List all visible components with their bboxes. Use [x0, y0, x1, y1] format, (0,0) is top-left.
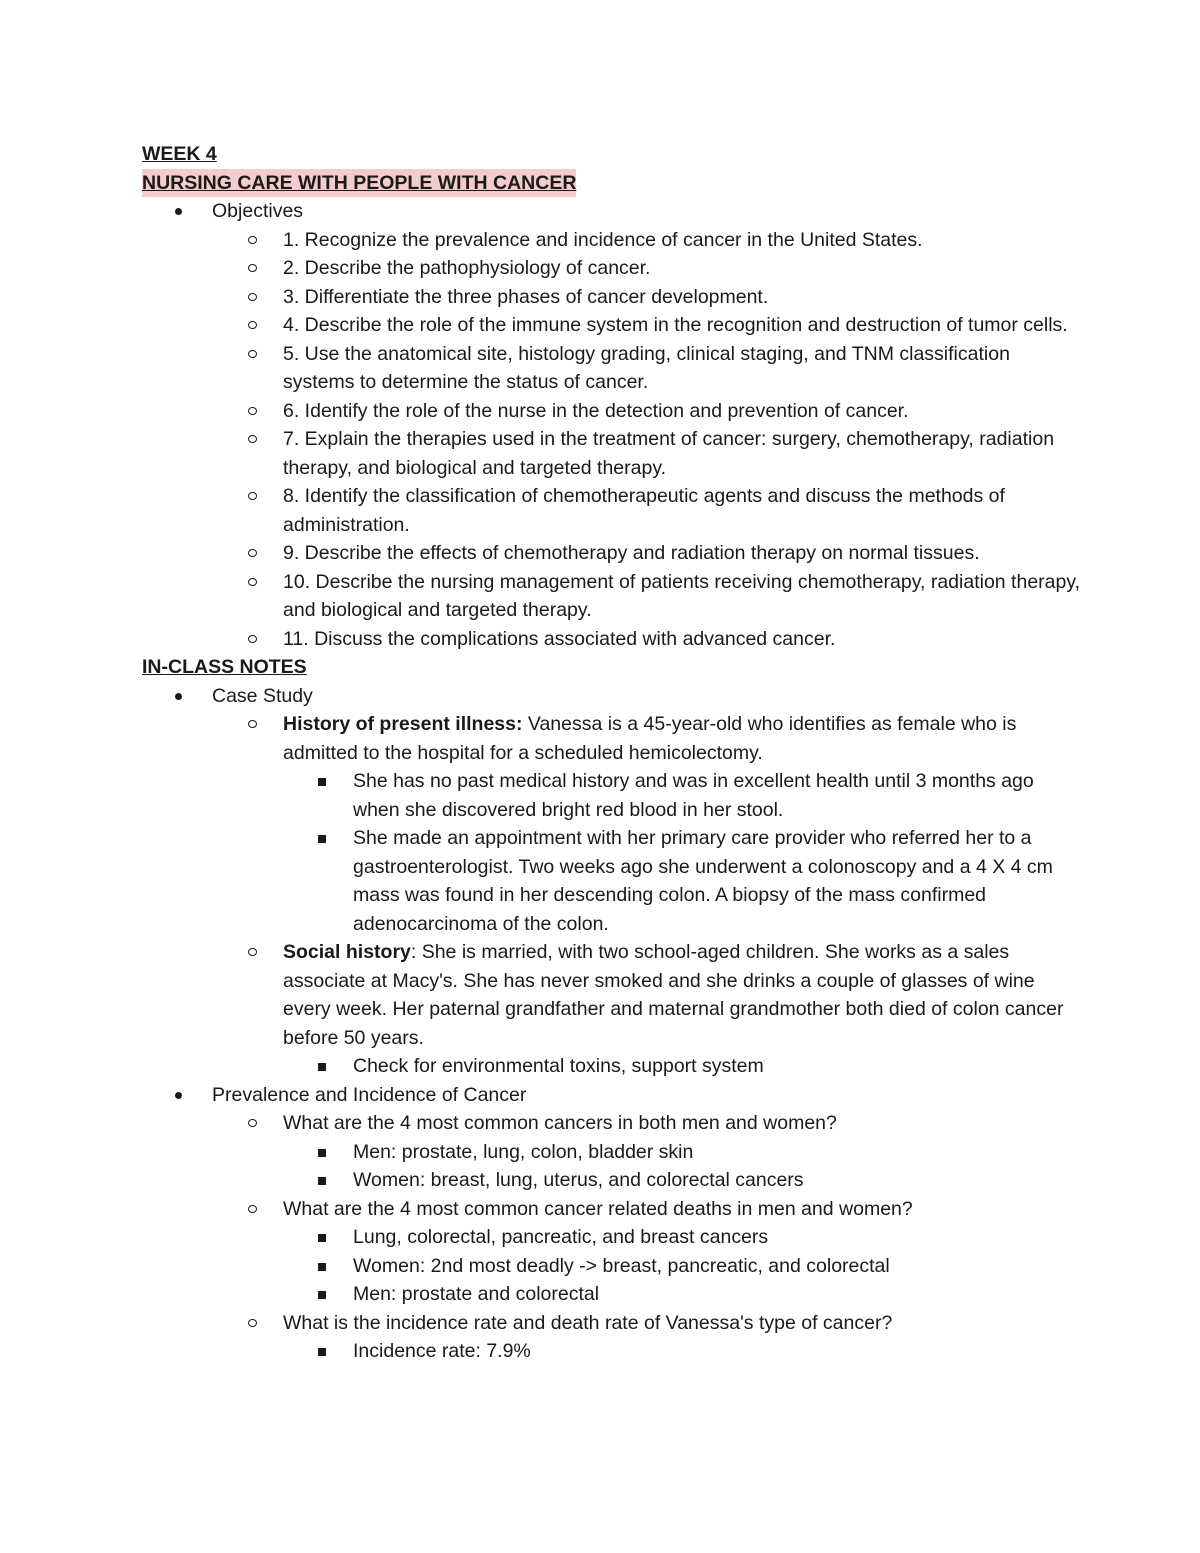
answer-text: Women: breast, lung, uterus, and colorectal cancers	[353, 1169, 804, 1191]
social-history-text: : She is married, with two school-aged children. She works as a sales associate at Macy's. She has never smoked and she drinks a couple of glasses of wine every week. Her paternal grandfather and maternal grandmother both died of colon cancer before 50 years.	[283, 941, 1064, 1049]
answer-item	[142, 1223, 1082, 1252]
social-history-label: Social history	[283, 941, 411, 963]
in-class-notes-title: IN-CLASS NOTES	[142, 656, 307, 678]
objective-item	[142, 425, 1082, 482]
objective-text: 11. Discuss the complications associated with advanced cancer.	[283, 627, 836, 650]
hpi-text: Vanessa is a 45-year-old who identifies as female who is admitted to the hospital for a scheduled hemicolectomy.	[283, 713, 1017, 764]
objectives-label: Objectives	[212, 200, 304, 222]
topic-title: NURSING CARE WITH PEOPLE WITH CANCER	[142, 169, 576, 198]
answer-item	[142, 1337, 1082, 1366]
hpi-label: History of present illness:	[283, 713, 523, 735]
question-item	[142, 1195, 1082, 1224]
question-text: What is the incidence rate and death rate of Vanessa's type of cancer?	[283, 1311, 893, 1334]
week-title: WEEK 4	[142, 143, 217, 165]
social-point-text: Check for environmental toxins, support system	[353, 1055, 764, 1077]
objective-item	[142, 568, 1082, 625]
hpi-item	[142, 710, 1082, 767]
objective-item	[142, 340, 1082, 397]
answer-item	[142, 1280, 1082, 1309]
answer-item	[142, 1166, 1082, 1195]
objective-item	[142, 539, 1082, 568]
list-item-case-study	[142, 682, 1082, 711]
objective-text: 7. Explain the therapies used in the treatment of cancer: surgery, chemotherapy, radiation therapy, and biological and targeted therapy.	[283, 428, 1055, 479]
social-history-item	[142, 938, 1082, 1052]
hpi-point-text: She has no past medical history and was in excellent health until 3 months ago when she discovered bright red blood in her stool.	[353, 770, 1034, 821]
document-page	[142, 140, 1082, 1366]
answer-item	[142, 1138, 1082, 1167]
objective-item	[142, 283, 1082, 312]
objective-text: 6. Identify the role of the nurse in the detection and prevention of cancer.	[283, 399, 909, 422]
question-text: What are the 4 most common cancer related deaths in men and women?	[283, 1197, 913, 1220]
objective-item	[142, 226, 1082, 255]
answer-text: Women: 2nd most deadly -> breast, pancreatic, and colorectal	[353, 1254, 890, 1277]
hpi-point	[142, 767, 1082, 824]
objective-text: 3. Differentiate the three phases of cancer development.	[283, 285, 769, 308]
objective-item	[142, 311, 1082, 340]
list-item-prevalence	[142, 1081, 1082, 1110]
objective-item	[142, 625, 1082, 654]
objective-item	[142, 482, 1082, 539]
objective-text: 4. Describe the role of the immune system in the recognition and destruction of tumor cells.	[283, 314, 1068, 336]
hpi-point-text: She made an appointment with her primary care provider who referred her to a gastroenterologist. Two weeks ago she underwent a colonoscopy and a 4 X 4 cm mass was found in her descending colon. A biopsy of the mass confirmed adenocarcinoma of the colon.	[353, 827, 1053, 935]
objective-text: 9. Describe the effects of chemotherapy and radiation therapy on normal tissues.	[283, 542, 980, 564]
answer-text: Incidence rate: 7.9%	[353, 1340, 531, 1362]
objective-text: 1. Recognize the prevalence and incidence of cancer in the United States.	[283, 228, 923, 251]
social-point	[142, 1052, 1082, 1081]
answer-text: Lung, colorectal, pancreatic, and breast cancers	[353, 1226, 769, 1248]
objective-item	[142, 397, 1082, 426]
question-item	[142, 1309, 1082, 1338]
hpi-point	[142, 824, 1082, 938]
question-text: What are the 4 most common cancers in both men and women?	[283, 1112, 837, 1134]
prevalence-label: Prevalence and Incidence of Cancer	[212, 1083, 527, 1106]
answer-text: Men: prostate and colorectal	[353, 1283, 600, 1305]
objective-text: 8. Identify the classification of chemotherapeutic agents and discuss the methods of administration.	[283, 485, 1005, 536]
objective-item	[142, 254, 1082, 283]
objective-text: 5. Use the anatomical site, histology grading, clinical staging, and TNM classification systems to determine the status of cancer.	[283, 342, 1010, 393]
answer-item	[142, 1252, 1082, 1281]
objective-text: 2. Describe the pathophysiology of cancer.	[283, 257, 651, 279]
list-item-objectives	[142, 197, 1082, 226]
question-item	[142, 1109, 1082, 1138]
objective-text: 10. Describe the nursing management of patients receiving chemotherapy, radiation therapy, and biological and targeted therapy.	[283, 570, 1081, 621]
case-study-label: Case Study	[212, 684, 313, 707]
answer-text: Men: prostate, lung, colon, bladder skin	[353, 1140, 694, 1163]
